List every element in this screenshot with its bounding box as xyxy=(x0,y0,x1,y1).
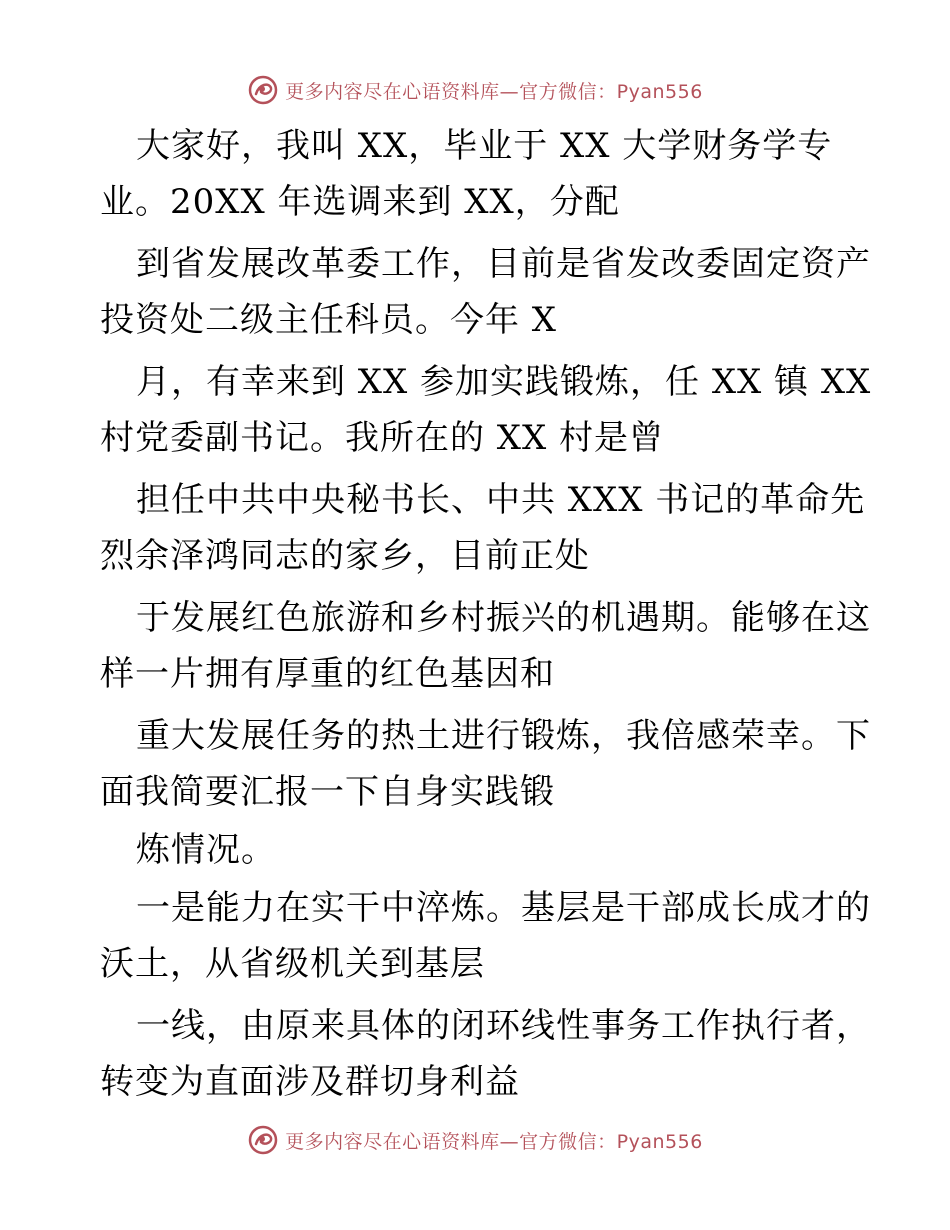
paragraph-line: 面我简要汇报一下自身实践锻 xyxy=(100,772,555,812)
header-banner-text: 更多内容尽在心语资料库—官方微信：Pyan556 xyxy=(285,80,703,103)
header-banner xyxy=(0,70,950,110)
paragraph-line: 业。20XX 年选调来到 XX，分配 xyxy=(100,182,620,222)
paragraph-line: 烈余泽鸿同志的家乡，目前正处 xyxy=(100,536,590,576)
paragraph-line: 炼情况。 xyxy=(136,830,276,870)
paragraph-line: 样一片拥有厚重的红色基因和 xyxy=(100,654,555,694)
paragraph-line: 投资处二级主任科员。今年 X xyxy=(100,300,558,340)
paragraph-line: 村党委副书记。我所在的 XX 村是曾 xyxy=(100,418,665,458)
red-swirl-logo-icon xyxy=(247,74,279,106)
paragraph-line: 大家好，我叫 XX，毕业于 XX 大学财务学专 xyxy=(136,126,833,166)
paragraph-line: 转变为直面涉及群切身利益 xyxy=(100,1062,520,1102)
paragraph-line: 担任中共中央秘书长、中共 XXX 书记的革命先 xyxy=(136,480,866,520)
paragraph-line: 一线，由原来具体的闭环线性事务工作执行者， xyxy=(136,1006,871,1046)
paragraph-line: 于发展红色旅游和乡村振兴的机遇期。能够在这 xyxy=(136,598,871,638)
footer-banner xyxy=(0,1120,950,1160)
red-swirl-logo-icon xyxy=(247,1124,279,1156)
paragraph-line: 到省发展改革委工作，目前是省发改委固定资产 xyxy=(136,244,871,284)
paragraph-line: 沃土，从省级机关到基层 xyxy=(100,944,485,984)
footer-banner-text: 更多内容尽在心语资料库—官方微信：Pyan556 xyxy=(285,1130,703,1153)
paragraph-line: 一是能力在实干中淬炼。基层是干部成长成才的 xyxy=(136,888,871,928)
paragraph-line: 月，有幸来到 XX 参加实践锻炼，任 XX 镇 XX xyxy=(136,362,872,402)
paragraph-line: 重大发展任务的热土进行锻炼，我倍感荣幸。下 xyxy=(136,716,871,756)
